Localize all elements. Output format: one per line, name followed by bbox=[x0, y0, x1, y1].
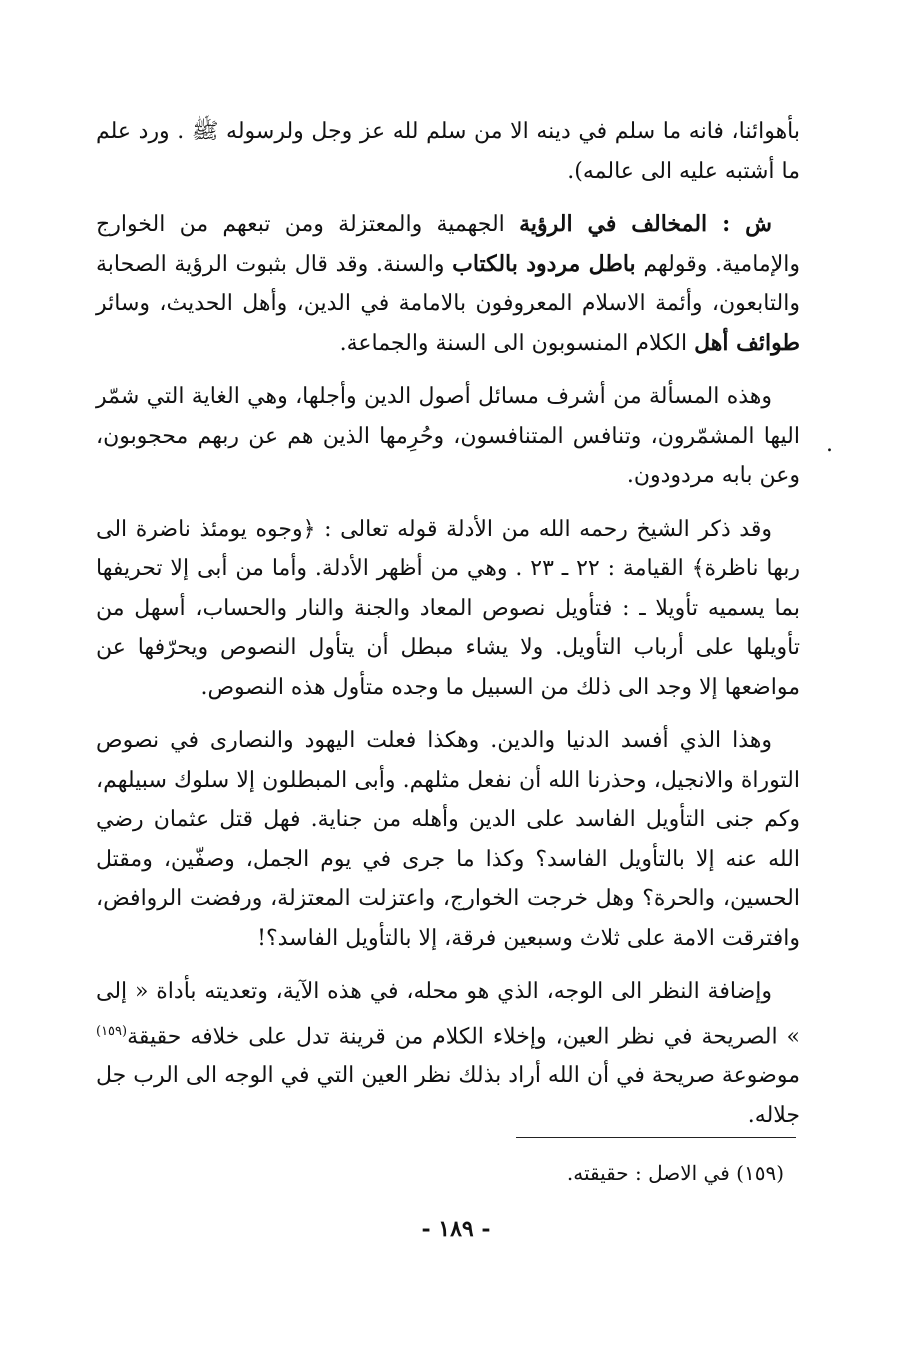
footnote-reference: (١٥٩) bbox=[96, 1023, 128, 1039]
paragraph-3-text: وهذه المسألة من أشرف مسائل أصول الدين وأجلها، وهي الغاية التي شمّر اليها المشمّرون، وتنافس المتنافسون، وحُرِمها الذين هم عن ربهم محجوبون، وعن بابه مردودون. bbox=[96, 384, 800, 488]
paragraph-5-text: وهذا الذي أفسد الدنيا والدين. وهكذا فعلت اليهود والنصارى في نصوص التوراة والانجيل، وحذرنا الله أن نفعل مثلهم. وأبى المبطلون إلا سلوك سبيلهم، وكم جنى التأويل الفاسد على الدين وأهله من جناية. فهل قتل عثمان رضي الله عنه إلا بالتأويل الفاسد؟ وكذا ما جرى في يوم الجمل، وصفّين، ومقتل الحسين، والحرة؟ وهل خرجت الخوارج، واعتزلت المعتزلة، ورفضت الروافض، وافترقت الامة على ثلاث وسبعين فرقة، إلا بالتأويل الفاسد؟! bbox=[96, 728, 800, 951]
footnote-divider bbox=[516, 1137, 796, 1138]
paragraph-6 bbox=[96, 972, 800, 1135]
body-text bbox=[96, 112, 800, 1149]
page-number: - ١٨٩ - bbox=[421, 1216, 491, 1242]
bold-phrase: باطل مردود بالكتاب bbox=[452, 250, 636, 277]
paragraph-1-text: بأهوائنا، فانه ما سلم في دينه الا من سلم لله عز وجل ولرسوله ﷺ . ورد علم ما أشتبه عليه الى عالمه). bbox=[96, 119, 800, 184]
paragraph-6-text: وإضافة النظر الى الوجه، الذي هو محله، في هذه الآية، وتعديته بأداة « إلى » الصريحة في نظر العين، وإخلاء الكلام من قرينة تدل على خلافه حقيقة bbox=[96, 979, 800, 1049]
paragraph-1 bbox=[96, 112, 800, 191]
paragraph-2-text-1: الجهمية والمعتزلة ومن تبعهم من الخوارج والإمامية. وقولهم bbox=[96, 212, 800, 277]
paragraph-2-text-2: والسنة. وقد قال بثبوت الرؤية الصحابة والتابعون، وأئمة الاسلام المعروفون بالامامة في الدين، وأهل الحديث، وسائر bbox=[96, 251, 800, 316]
margin-mark: . bbox=[826, 432, 833, 457]
paragraph-5 bbox=[96, 721, 800, 958]
bold-phrase: ش : المخالف في الرؤية bbox=[519, 211, 772, 237]
footnote: (١٥٩) في الاصل : حقيقته. bbox=[566, 1161, 784, 1185]
paragraph-4-text: وقد ذكر الشيخ رحمه الله من الأدلة قوله تعالى : ﴿وجوه يومئذ ناضرة الى ربها ناظرة﴾ القيامة : ٢٢ ـ ٢٣ . وهي من أظهر الأدلة. وأما من أبى إلا تحريفها بما يسميه تأويلا ـ : فتأويل نصوص المعاد والجنة والنار والحساب، أسهل من تأويلها على أرباب التأويل. ولا يشاء مبطل أن يتأول النصوص ويحرّفها عن مواضعها إلا وجد الى ذلك من السبيل ما وجده متأول هذه النصوص. bbox=[96, 516, 800, 700]
paragraph-3 bbox=[96, 377, 800, 496]
paragraph-6-text-after: موضوعة صريحة في أن الله أراد بذلك نظر العين التي في الوجه الى الرب جل جلاله. bbox=[96, 1063, 800, 1128]
paragraph-4 bbox=[96, 510, 800, 708]
bold-phrase: طوائف أهل bbox=[694, 329, 800, 356]
paragraph-2 bbox=[96, 205, 800, 363]
paragraph-2-text-3: الكلام المنسوبون الى السنة والجماعة. bbox=[339, 330, 695, 356]
